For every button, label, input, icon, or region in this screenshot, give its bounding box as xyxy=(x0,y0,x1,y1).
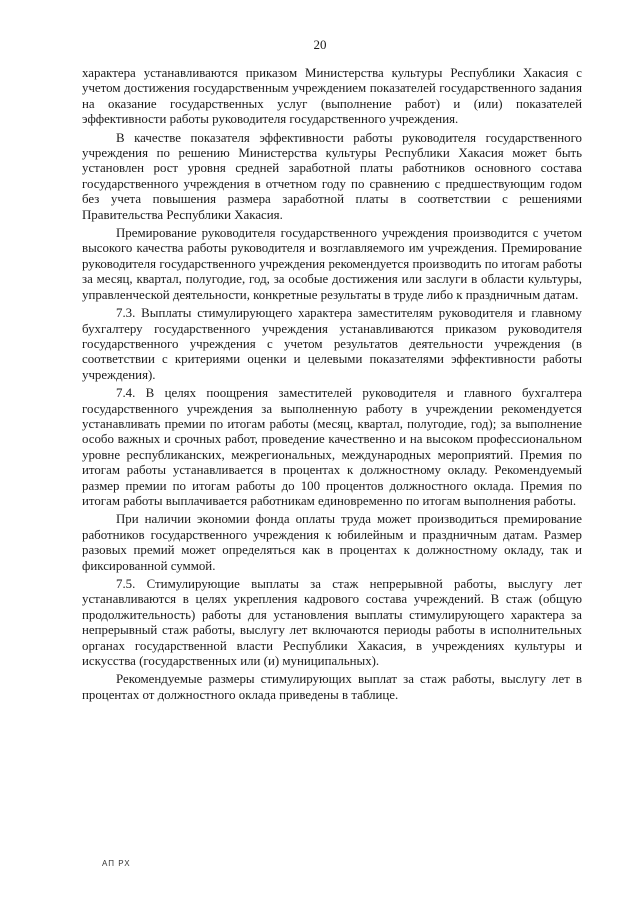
paragraph-7-3: 7.3. Выплаты стимулирующего характера заместителям руководителя и главному бухгалтеру государственного учреждения устанавливаются приказом руководителя государственного учреждения с учетом результатов деятельности учреждения (в соответствии с критериями оценки и целевыми показателями эффективности работы учреждения). xyxy=(82,306,582,382)
paragraph-recommended-sizes: Рекомендуемые размеры стимулирующих выплат за стаж работы, выслугу лет в процентах от должностного оклада приведены в таблице. xyxy=(82,672,582,702)
paragraph-continuation: характера устанавливаются приказом Министерства культуры Республики Хакасия с учетом достижения государственным учреждением показателей государственного задания на оказание государственных услуг (выполнение работ) и (или) показателей эффективности работы руководителя государственного учреждения. xyxy=(82,66,582,127)
page-number: 20 xyxy=(313,37,327,52)
paragraph-7-4: 7.4. В целях поощрения заместителей руководителя и главного бухгалтера государственного учреждения за выполненную работу в учреждении рекомендуется устанавливать премии по итогам работы (месяц, квартал, полугодие, год); за выполнение особо важных и срочных работ, проведение качественно и на высоком профессиональном уровне республиканских, межрегиональных, международных мероприятий. Премия по итогам работы устанавливается в процентах к должностному окладу. Рекомендуемый размер премии по итогам работы до 100 процентов должностного оклада. Премия по итогам работы выплачивается работникам единовременно по итогам выполнения работы. xyxy=(82,386,582,508)
document-body xyxy=(82,66,582,703)
footer-code: АП РХ xyxy=(102,859,131,868)
paragraph-director-bonus: Премирование руководителя государственного учреждения производится с учетом высокого качества работы руководителя и возглавляемого им учреждения. Премирование руководителя государственного учреждения рекомендуется производить по итогам работы за месяц, квартал, полугодие, год, за особые достижения или заслуги в области культуры, управленческой деятельности, конкретные результаты в труде либо к праздничным датам. xyxy=(82,226,582,302)
paragraph-efficiency-indicator: В качестве показателя эффективности работы руководителя государственного учреждения по решению Министерства культуры Республики Хакасия может быть установлен рост уровня средней заработной платы работников основного состава государственного учреждения в отчетном году по сравнению с предшествующим годом без учета повышения размера заработной платы в соответствии с решениями Правительства Республики Хакасия. xyxy=(82,130,582,222)
paragraph-savings-bonus: При наличии экономии фонда оплаты труда может производиться премирование работников государственного учреждения к юбилейным и праздничным датам. Размер разовых премий может определяться как в процентах к должностному окладу, так и фиксированной суммой. xyxy=(82,512,582,573)
paragraph-7-5: 7.5. Стимулирующие выплаты за стаж непрерывной работы, выслугу лет устанавливаются в целях укрепления кадрового состава учреждений. В стаж (общую продолжительность) работы для установления выплаты стимулирующего характера за непрерывный стаж работы, выслугу лет включаются периоды работы в исполнительных органах государственной власти Республики Хакасия, в учреждениях культуры и искусства (государственных или (и) муниципальных). xyxy=(82,577,582,669)
